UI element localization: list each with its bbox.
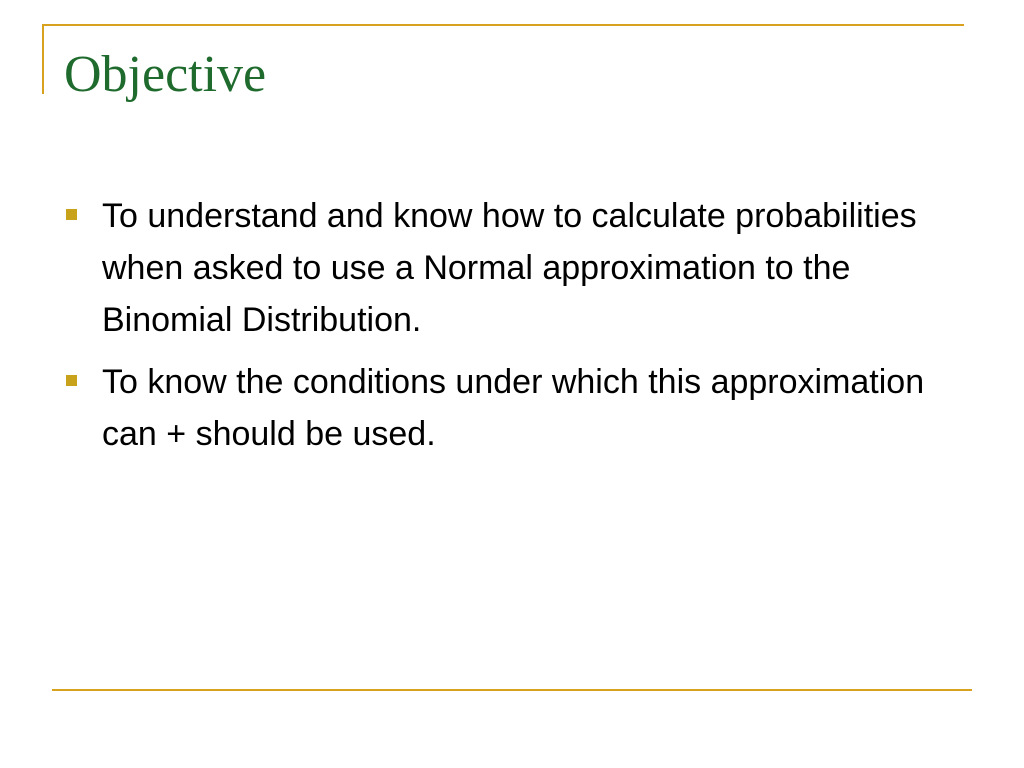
title-frame-left-rule xyxy=(42,24,44,94)
square-bullet-icon xyxy=(66,375,77,386)
bullet-text-1: To understand and know how to calculate probabilities when asked to use a Normal approximation to the Binomial Distribution. xyxy=(102,197,917,339)
bullet-text-2: To know the conditions under which this approximation can + should be used. xyxy=(102,363,925,453)
slide-title: Objective xyxy=(64,46,267,103)
square-bullet-icon xyxy=(66,209,77,220)
title-frame-top-rule xyxy=(42,24,964,26)
footer-rule xyxy=(52,689,972,691)
bullet-item-2 xyxy=(64,356,944,460)
bullet-list xyxy=(64,190,944,470)
bullet-item-1 xyxy=(64,190,944,346)
